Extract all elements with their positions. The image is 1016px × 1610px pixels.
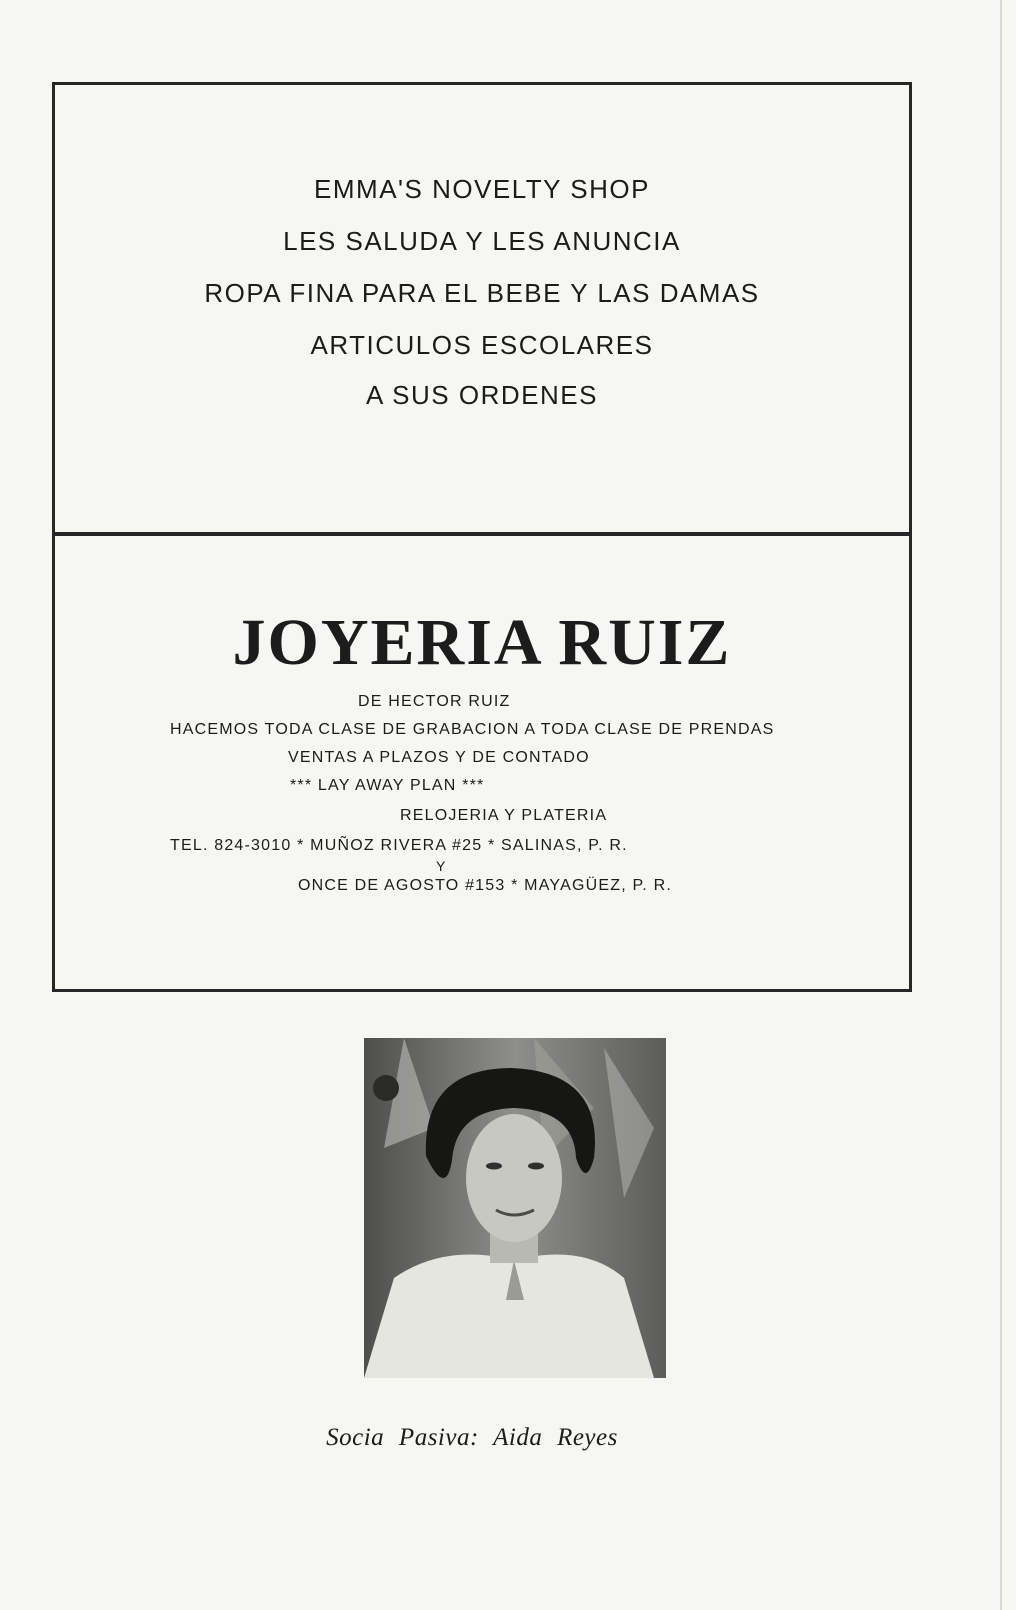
- page-edge: [1000, 0, 1002, 1610]
- portrait-photo: [364, 1038, 666, 1378]
- emma-school-supplies: ARTICULOS ESCOLARES: [310, 330, 654, 360]
- joyeria-owner: DE HECTOR RUIZ: [358, 693, 511, 710]
- joyeria-title: JOYERIA RUIZ: [232, 606, 732, 679]
- emma-shop-name: EMMA'S NOVELTY SHOP: [314, 174, 650, 204]
- emma-novelty-ad: [60, 90, 904, 530]
- joyeria-services: RELOJERIA Y PLATERIA: [400, 807, 608, 824]
- joyeria-ruiz-ad: [60, 540, 904, 985]
- joyeria-layaway: *** LAY AWAY PLAN ***: [290, 777, 485, 794]
- joyeria-address-mayaguez: ONCE DE AGOSTO #153 * MAYAGÜEZ, P. R.: [298, 877, 672, 894]
- photo-caption: Socia Pasiva: Aida Reyes: [326, 1424, 618, 1451]
- emma-greeting: LES SALUDA Y LES ANUNCIA: [283, 226, 681, 256]
- emma-closing: A SUS ORDENES: [366, 380, 598, 410]
- emma-clothing: ROPA FINA PARA EL BEBE Y LAS DAMAS: [204, 278, 760, 308]
- joyeria-engraving: HACEMOS TODA CLASE DE GRABACION A TODA CLASE DE PRENDAS: [170, 721, 775, 738]
- joyeria-address-salinas: TEL. 824-3010 * MUÑOZ RIVERA #25 * SALINAS, P. R.: [170, 837, 628, 854]
- joyeria-sales: VENTAS A PLAZOS Y DE CONTADO: [288, 749, 590, 766]
- joyeria-conjunction: Y: [436, 858, 447, 874]
- ad-divider: [52, 532, 912, 536]
